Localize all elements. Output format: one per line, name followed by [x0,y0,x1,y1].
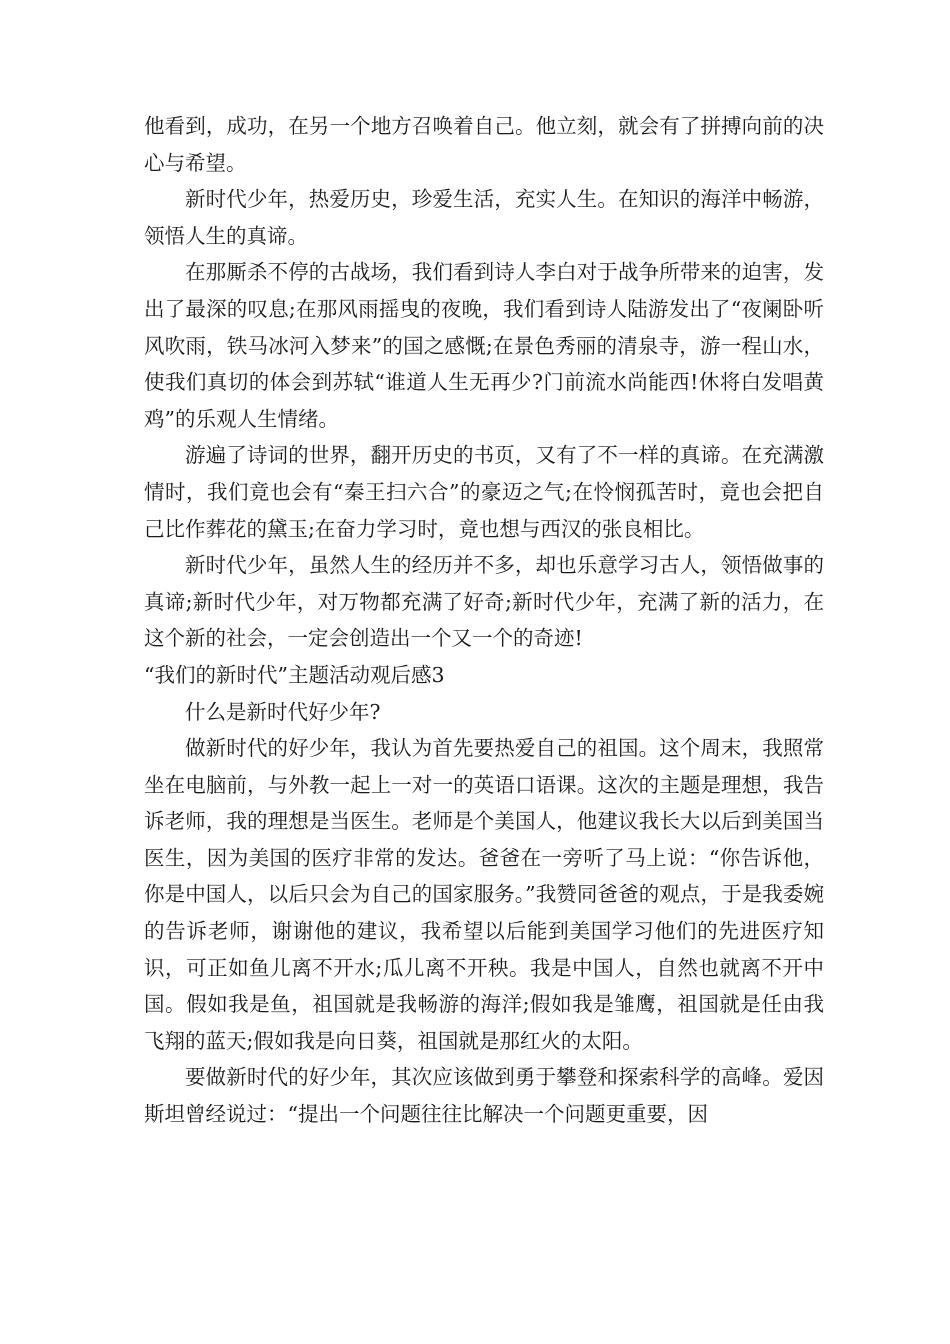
paragraph: 在那厮杀不停的古战场，我们看到诗人李白对于战争所带来的迫害，发出了最深的叹息;在那风雨摇曳的夜晚，我们看到诗人陆游发出了“夜阑卧听风吹雨，铁马冰河入梦来”的国之感慨;在景色秀丽的清泉寺，游一程山水，使我们真切的体会到苏轼“谁道人生无再少?门前流水尚能西!休将白发唱黄鸡”的乐观人生情绪。 [144,260,824,431]
paragraph: 新时代少年，虽然人生的经历并不多，却也乐意学习古人，领悟做事的真谛;新时代少年，对万物都充满了好奇;新时代少年，充满了新的活力，在这个新的社会，一定会创造出一个又一个的奇迹! [144,553,824,651]
paragraph: 要做新时代的好少年，其次应该做到勇于攀登和探索科学的高峰。爱因斯坦曾经说过：“提出一个问题往往比解决一个问题更重要，因 [144,1065,824,1127]
document-page [144,108,824,1133]
paragraph: 游遍了诗词的世界，翻开历史的书页，又有了不一样的真谛。在充满激情时，我们竟也会有“秦王扫六合”的豪迈之气;在怜悯孤苦时，竟也会把自己比作葬花的黛玉;在奋力学习时，竟也想与西汉的张良相比。 [144,443,824,541]
paragraph: 新时代少年，热爱历史，珍爱生活，充实人生。在知识的海洋中畅游，领悟人生的真谛。 [144,187,824,248]
paragraph: 做新时代的好少年，我认为首先要热爱自己的祖国。这个周末，我照常坐在电脑前，与外教一起上一对一的英语口语课。这次的主题是理想，我告诉老师，我的理想是当医生。老师是个美国人，他建议我长大以后到美国当医生，因为美国的医疗非常的发达。爸爸在一旁听了马上说：“你告诉他，你是中国人，以后只会为自己的国家服务。”我赞同爸爸的观点，于是我委婉的告诉老师，谢谢他的建议，我希望以后能到美国学习他们的先进医疗知识，可正如鱼儿离不开水;瓜儿离不开秧。我是中国人，自然也就离不开中国。假如我是鱼，祖国就是我畅游的海洋;假如我是雏鹰，祖国就是任由我飞翔的蓝天;假如我是向日葵，祖国就是那红火的太阳。 [144,736,824,1053]
paragraph: 他看到，成功，在另一个地方召唤着自己。他立刻，就会有了拼搏向前的决心与希望。 [144,114,824,175]
section-heading: “我们的新时代”主题活动观后感3 [144,662,445,687]
paragraph: 什么是新时代好少年? [185,699,381,724]
